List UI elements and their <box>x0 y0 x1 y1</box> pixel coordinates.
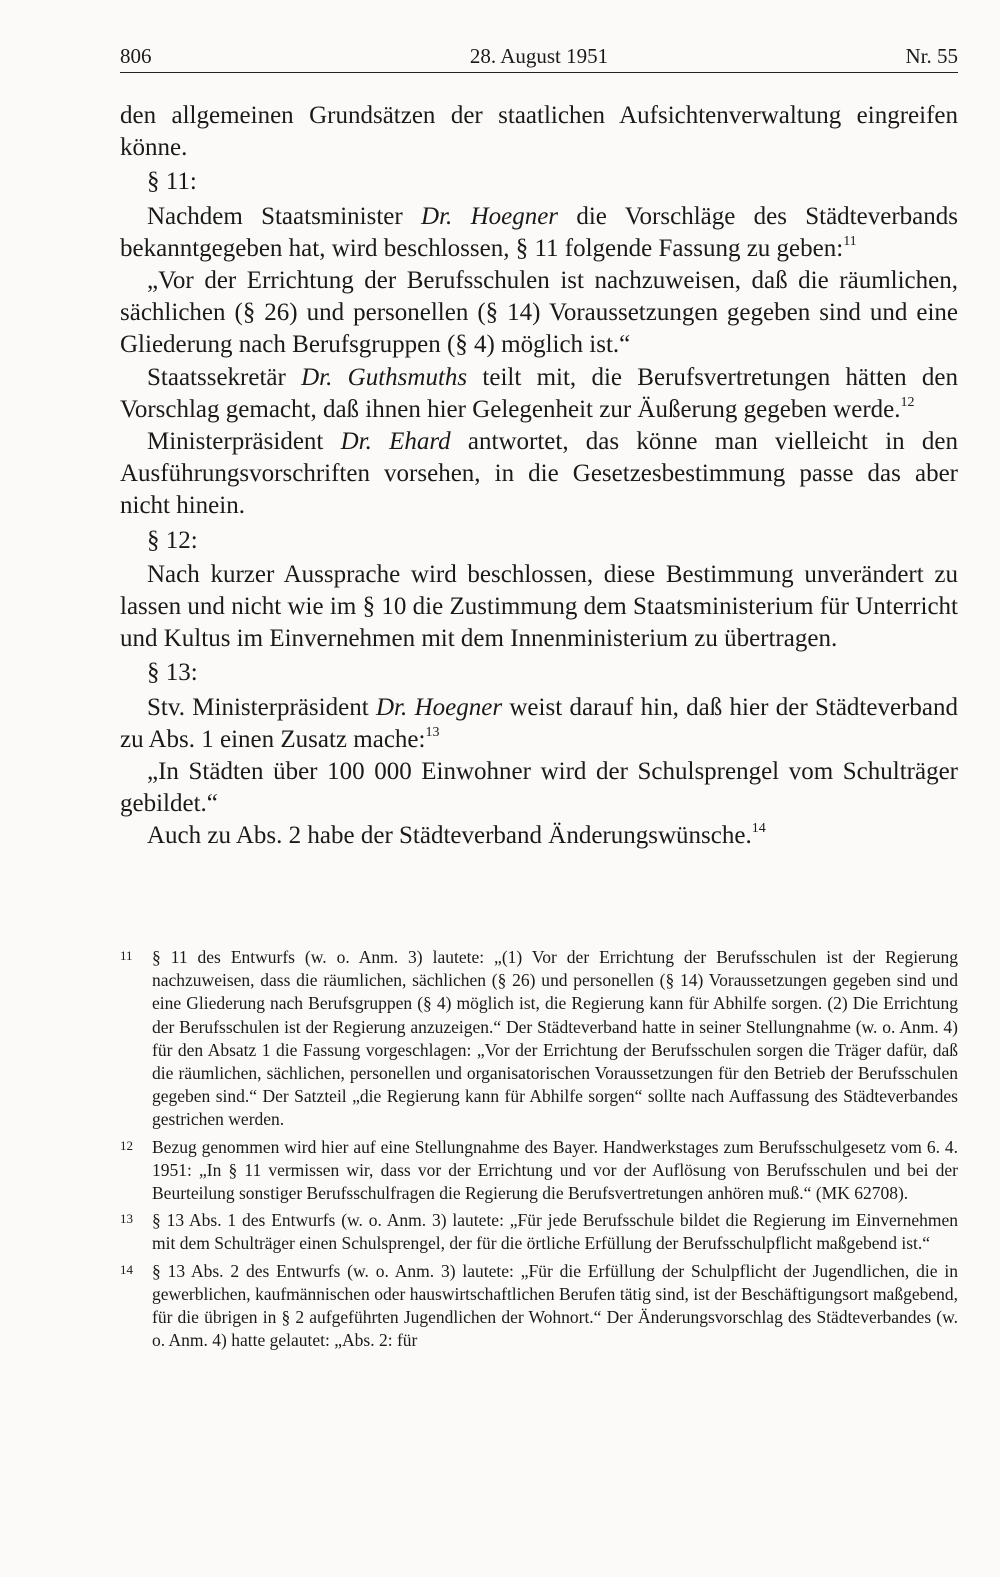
text: Stv. Ministerpräsident <box>147 693 376 721</box>
footnote-ref[interactable]: 11 <box>843 233 857 249</box>
section-heading-11: § 11: <box>147 168 197 196</box>
footnote-number: 11 <box>120 948 133 963</box>
paragraph: Nach kurzer Aussprache wird beschlossen, diese Bestimmung unverändert zu lassen und nicht wie im § 10 die Zustimmung dem Staatsministerium für Unterricht und Kultus im Einvernehmen mit dem Innenministerium zu übertragen. <box>120 560 958 653</box>
text: weist darauf hin, daß hier der Städteverband zu Abs. 1 einen Zusatz mache: <box>120 693 958 753</box>
header-rule <box>120 72 958 73</box>
quoted-paragraph: „In Städten über 100 000 Einwohner wird der Schulsprengel vom Schulträger gebildet.“ <box>120 758 958 818</box>
section-heading-13: § 13: <box>147 659 198 687</box>
paragraph: den allgemeinen Grundsätzen der staatlichen Aufsichtenverwaltung eingreifen könne. <box>120 102 958 162</box>
footnote <box>120 1260 958 1353</box>
text: die Vorschläge des Städteverbands bekanntgegeben hat, wird beschlossen, § 11 folgende Fassung zu geben: <box>120 202 958 262</box>
issue-number: Nr. 55 <box>905 44 958 68</box>
text: Ministerpräsident <box>147 428 341 456</box>
page-number: 806 <box>120 44 152 68</box>
text: Staatssekretär <box>147 363 302 391</box>
footnote <box>120 1136 958 1206</box>
person-name: Dr. Hoegner <box>375 693 503 721</box>
footnote <box>120 1209 958 1255</box>
text: antwortet, das könne man vielleicht in den Ausführungsvorschriften vorsehen, in die Gesetzesbestimmung passe das aber nicht hinein. <box>120 428 958 520</box>
footnotes <box>120 946 958 1356</box>
paragraph <box>120 362 958 426</box>
paragraph <box>120 201 958 265</box>
footnote-text: § 13 Abs. 2 des Entwurfs (w. o. Anm. 3) lautete: „Für die Erfüllung der Schulpflicht der Jugendlichen, die in gewerblichen, kaufmännischen oder hauswirtschaftlichen Berufen tätig sind, ist der Beschäftigungsort maßgebend, für die übrigen in § 2 aufgeführten Jugendlichen der Wohnort.“ Der Änderungsvorschlag des Städteverbandes (w. o. Anm. 4) hatte gelautet: „Abs. 2: für <box>152 1260 958 1351</box>
header-date: 28. August 1951 <box>469 44 609 68</box>
footnote-ref[interactable]: 13 <box>425 724 440 740</box>
text: teilt mit, die Berufsvertretungen hätten den Vorschlag gemacht, daß ihnen hier Gelegenheit zur Äußerung gegeben werde. <box>120 363 958 423</box>
footnote-number: 12 <box>120 1137 133 1153</box>
quoted-paragraph: „Vor der Errichtung der Berufsschulen ist nachzuweisen, daß die räumlichen, sächlichen (§ 26) und personellen (§ 14) Voraussetzungen gegeben sind und eine Gliederung nach Berufsgruppen (§ 4) möglich ist.“ <box>120 267 958 359</box>
footnote-ref[interactable]: 12 <box>900 394 915 410</box>
person-name: Dr. Guthsmuths <box>301 363 468 391</box>
footnote-text: § 11 des Entwurfs (w. o. Anm. 3) lautete: „(1) Vor der Errichtung der Berufsschulen ist der Regierung nachzuweisen, dass die räumlichen, sächlichen (§ 26) und personellen (§ 14) Voraussetzungen gegeben sind und eine Gliederung nach Berufsgruppen (§ 4) möglich ist, die Regierung kann für Abhilfe sorgen. (2) Die Errichtung der Berufsschulen ist der Regierung anzuzeigen.“ Der Städteverband hatte in seiner Stellungnahme (w. o. Anm. 4) für den Absatz 1 die Fassung vorgeschlagen: „Vor der Errichtung der Berufsschulen sorgen die Träger dafür, daß die räumlichen, sächlichen, personellen und organisatorischen Voraussetzungen für den Betrieb der Berufsschulen gegeben sind.“ Der Satzteil „die Regierung kann für Abhilfe sorgen“ sollte nach Auffassung des Städteverbandes gestrichen werden. <box>152 947 958 1130</box>
paragraph <box>120 692 958 756</box>
person-name: Dr. Hoegner <box>421 202 559 230</box>
footnote-ref[interactable]: 14 <box>751 821 766 837</box>
footnote-text: Bezug genommen wird hier auf eine Stellungnahme des Bayer. Handwerkstages zum Berufsschulgesetz vom 6. 4. 1951: „In § 11 vermissen wir, dass vor der Errichtung und vor der Auflösung von Berufsschulen und bei der Beurteilung sonstiger Berufsschulfragen die Regierung die Berufsvertretungen anhören muß.“ (MK 62708). <box>152 1136 958 1204</box>
footnote-text: § 13 Abs. 1 des Entwurfs (w. o. Anm. 3) lautete: „Für jede Berufsschule bildet die Regierung im Einvernehmen mit dem Schulträger einen Schulsprengel, der für die örtliche Erfüllung der Berufsschulpflicht maßgebend ist.“ <box>152 1210 958 1254</box>
person-name: Dr. Ehard <box>340 428 451 456</box>
footnote-number: 13 <box>120 1211 133 1227</box>
running-header <box>120 38 958 74</box>
text: Nachdem Staatsminister <box>147 202 422 230</box>
paragraph <box>120 426 958 523</box>
main-text <box>120 100 958 853</box>
footnote-number: 14 <box>120 1261 133 1277</box>
paragraph <box>120 820 958 852</box>
section-heading-12: § 12: <box>147 526 198 554</box>
text: Auch zu Abs. 2 habe der Städteverband Änderungswünsche. <box>147 822 752 850</box>
footnote <box>120 946 958 1132</box>
